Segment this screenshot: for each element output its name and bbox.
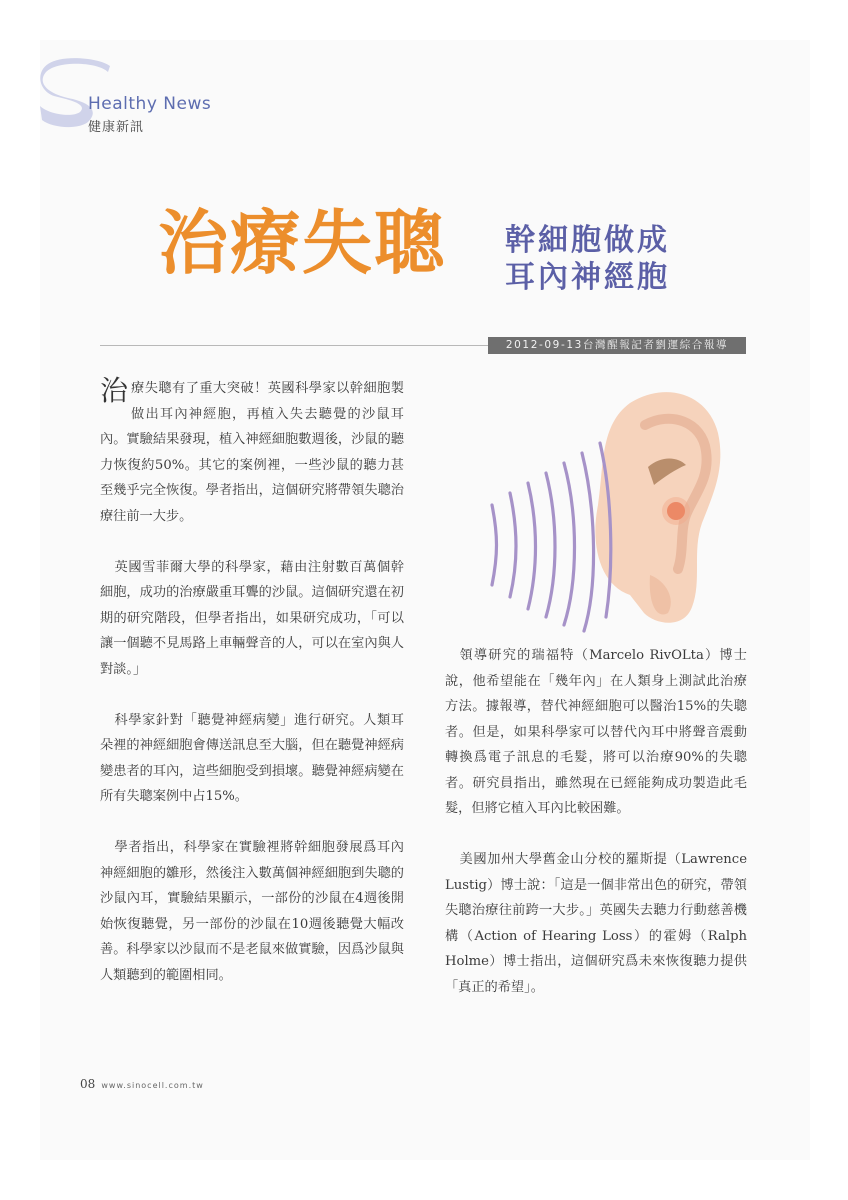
- paragraph-1: [100, 376, 404, 529]
- page-footer: [80, 1073, 204, 1092]
- paragraph-2: 英國雪菲爾大學的科學家，藉由注射數百萬個幹細胞，成功的治療嚴重耳聾的沙鼠。這個研究還在初期的研究階段，但學者指出，如果研究成功，「可以讓一個聽不見馬路上車輛聲音的人，可以在室內與人對談。」: [100, 559, 404, 677]
- drop-cap: 治: [100, 374, 129, 407]
- section-title-en: Healthy News: [88, 94, 212, 114]
- subheadline-line-2: 耳內神經胞: [505, 260, 670, 295]
- paragraph-3: 科學家針對「聽覺神經病變」進行研究。人類耳朵裡的神經細胞會傳送訊息至大腦，但在聽覺神經病變患者的耳內，這些細胞受到損壞。聽覺神經病變在所有失聰案例中占15%。: [100, 712, 404, 804]
- ear-with-sound-waves-icon: [480, 385, 780, 635]
- article-right-column: [445, 643, 747, 1026]
- byline-divider: [100, 345, 495, 346]
- paragraph-5: 領導研究的瑞福特（Marcelo RivOLta）博士說，他希望能在「幾年內」在人類身上測試此治療方法。據報導，替代神經細胞可以醫治15%的失聰者。但是，如果科學家可以替代內耳中將聲音震動轉換爲電子訊息的毛髮，將可以治療90%的失聰者。研究員指出，雖然現在已經能夠成功製造此毛髮，但將它植入耳內比較困難。: [445, 648, 747, 816]
- paragraph-1-text: 療失聰有了重大突破！英國科學家以幹細胞製做出耳內神經胞，再植入失去聽覺的沙鼠耳內。實驗結果發現，植入神經細胞數週後，沙鼠的聽力恢復約50%。其它的案例裡，一些沙鼠的聽力甚至幾乎完全恢復。學者指出，這個研究將帶領失聰治療往前一大步。: [100, 381, 404, 524]
- subheadline-line-1: 幹細胞做成: [505, 223, 670, 258]
- byline: 2012-09-13台灣醒報記者劉運綜合報導: [488, 337, 746, 354]
- article-left-column: [100, 376, 404, 1014]
- headline: 治療失聰: [158, 202, 446, 284]
- footer-url: www.sinocell.com.tw: [101, 1081, 204, 1090]
- paragraph-6: 美國加州大學舊金山分校的羅斯提（Lawrence Lustig）博士說：「這是一個非常出色的研究，帶領失聰治療往前跨一大步。」英國失去聽力行動慈善機構（Action of Hearing Loss）的霍姆（Ralph Holme）博士指出，這個研究爲未來恢復聽力提供「真正的希望」。: [445, 852, 747, 995]
- subheadline: [505, 222, 670, 296]
- paragraph-4: 學者指出，科學家在實驗裡將幹細胞發展爲耳內神經細胞的雛形，然後注入數萬個神經細胞到失聰的沙鼠內耳，實驗結果顯示，一部份的沙鼠在4週後開始恢復聽覺，另一部份的沙鼠在10週後聽覺大幅改善。科學家以沙鼠而不是老鼠來做實驗，因爲沙鼠與人類聽到的範圍相同。: [100, 840, 404, 983]
- page-number: 08: [80, 1077, 96, 1091]
- section-title-zh: 健康新訊: [88, 120, 145, 135]
